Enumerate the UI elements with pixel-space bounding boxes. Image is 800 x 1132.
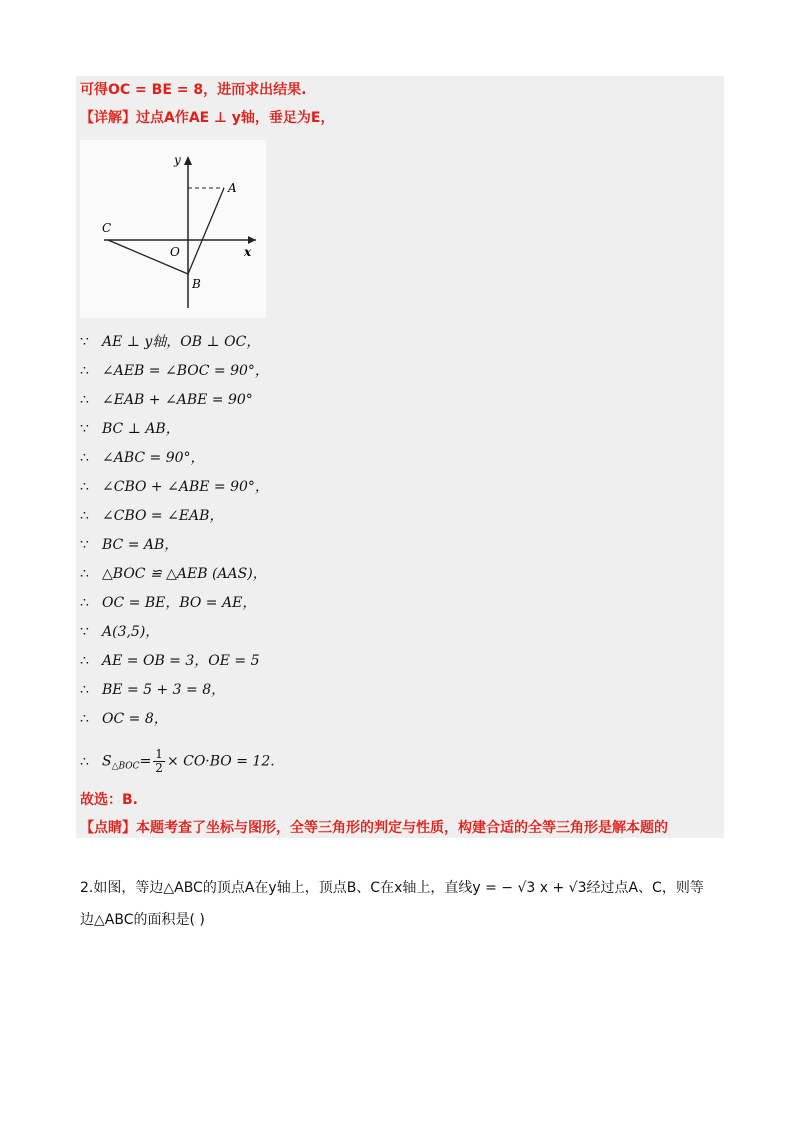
area-symbol: S (102, 753, 112, 770)
label-x: x (244, 245, 252, 259)
proof-step-text: BC ⊥ AB， (102, 421, 180, 437)
label-y: y (174, 153, 181, 167)
proof-step (80, 419, 180, 439)
fraction-numerator: 1 (155, 747, 163, 761)
proof-step-text: A(3,5)， (102, 624, 160, 640)
proof-step (80, 361, 269, 381)
proof-step (80, 564, 267, 584)
geometry-figure (80, 140, 266, 318)
area-step (80, 748, 275, 777)
question-line-2: 边△ABC的面积是( ) (80, 912, 205, 928)
y-axis-arrow (184, 156, 192, 165)
x-axis-arrow (248, 236, 256, 244)
therefore-symbol: ∴ (80, 479, 89, 495)
area-rest: × CO·BO = 12. (166, 753, 275, 770)
proof-step (80, 332, 260, 352)
proof-step (80, 535, 178, 555)
therefore-symbol: ∴ (80, 363, 89, 379)
because-symbol: ∵ (80, 537, 89, 553)
fraction-half (153, 748, 165, 775)
proof-step-text: ∠ABC = 90°， (102, 450, 205, 466)
question-line-1: 2.如图，等边△ABC的顶点A在y轴上，顶点B、C在x轴上，直线y = − √3 x + √3经过点A、C，则等 (80, 880, 704, 896)
proof-step (80, 622, 159, 642)
detail-line (80, 108, 334, 128)
proof-step (80, 390, 253, 410)
proof-step-text: BC = AB， (102, 537, 179, 553)
therefore-symbol: ∴ (80, 753, 89, 770)
proof-step-text: OC = BE，BO = AE， (102, 595, 257, 611)
area-equals: = (139, 753, 152, 770)
therefore-symbol: ∴ (80, 682, 89, 698)
area-subscript: △BOC (111, 761, 140, 772)
label-b: B (192, 277, 201, 291)
proof-step (80, 593, 256, 613)
proof-step (80, 477, 269, 497)
proof-step-text: BE = 5 + 3 = 8， (102, 682, 226, 698)
proof-step (80, 709, 168, 729)
proof-step (80, 651, 260, 671)
proof-step-text: ∠CBO = ∠EAB， (102, 508, 224, 524)
segment-ba (188, 188, 224, 274)
proof-step-text: AE ⊥ y轴，OB ⊥ OC， (102, 334, 261, 350)
therefore-symbol: ∴ (80, 653, 89, 669)
detail-text: 过点A作AE ⊥ y轴，垂足为E， (136, 110, 335, 126)
comment-line (80, 818, 668, 838)
proof-step-text: OC = 8， (102, 711, 168, 727)
proof-step (80, 448, 205, 468)
therefore-symbol: ∴ (80, 508, 89, 524)
because-symbol: ∵ (80, 421, 89, 437)
therefore-symbol: ∴ (80, 566, 89, 582)
solution-line-1: 可得OC = BE = 8，进而求出结果. (80, 82, 307, 98)
proof-step-text: ∠EAB + ∠ABE = 90° (102, 392, 253, 408)
comment-tag: 【点睛】 (80, 820, 136, 836)
label-a: A (228, 181, 237, 195)
proof-step-text: ∠AEB = ∠BOC = 90°， (102, 363, 269, 379)
because-symbol: ∵ (80, 334, 89, 350)
detail-tag: 【详解】 (80, 110, 136, 126)
proof-step (80, 506, 223, 526)
label-c: C (102, 221, 112, 235)
proof-step-text: △BOC ≌ △AEB (AAS)， (102, 566, 267, 582)
therefore-symbol: ∴ (80, 392, 89, 408)
proof-step-text: AE = OB = 3，OE = 5 (102, 653, 260, 669)
therefore-symbol: ∴ (80, 595, 89, 611)
coordinate-diagram (80, 140, 266, 318)
because-symbol: ∵ (80, 624, 89, 640)
proof-step-text: ∠CBO + ∠ABE = 90°， (102, 479, 269, 495)
label-o: O (170, 245, 180, 259)
answer-line: 故选：B. (80, 792, 138, 808)
therefore-symbol: ∴ (80, 450, 89, 466)
proof-step (80, 680, 225, 700)
fraction-denominator: 2 (155, 761, 163, 775)
therefore-symbol: ∴ (80, 711, 89, 727)
comment-text: 本题考查了坐标与图形，全等三角形的判定与性质，构建合适的全等三角形是解本题的 (136, 820, 668, 836)
